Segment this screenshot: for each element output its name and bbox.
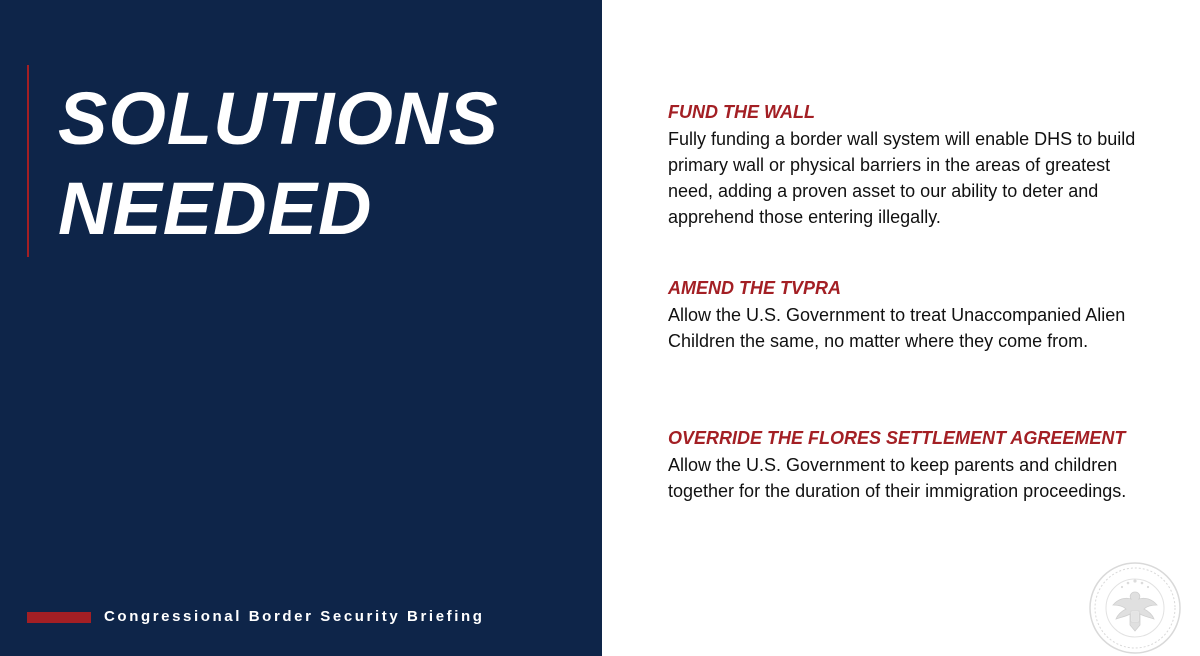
solution-override-flores <box>668 426 1158 504</box>
slide-title-line-1: SOLUTIONS <box>58 77 499 160</box>
solution-heading: AMEND THE TVPRA <box>668 278 842 298</box>
presidential-seal-icon <box>1088 561 1182 655</box>
solution-heading: FUND THE WALL <box>668 102 815 122</box>
solution-body: Allow the U.S. Government to treat Unaccompanied Alien Children the same, no matter where they come from. <box>668 305 1126 351</box>
slide-title <box>58 74 499 254</box>
solution-amend-tvpra <box>668 276 1158 354</box>
footer-accent-bar <box>27 612 91 623</box>
solution-body: Fully funding a border wall system will enable DHS to build primary wall or physical barriers in the areas of greatest need, adding a proven asset to our ability to deter and apprehend those entering illegally. <box>668 129 1136 227</box>
solution-body: Allow the U.S. Government to keep parents and children together for the duration of their immigration proceedings. <box>668 455 1127 501</box>
solution-heading: OVERRIDE THE FLORES SETTLEMENT AGREEMENT <box>668 428 1126 448</box>
solution-fund-the-wall <box>668 100 1158 230</box>
footer-caption: Congressional Border Security Briefing <box>104 608 485 625</box>
title-accent-rule <box>27 65 29 257</box>
slide-title-line-2: NEEDED <box>58 167 373 250</box>
